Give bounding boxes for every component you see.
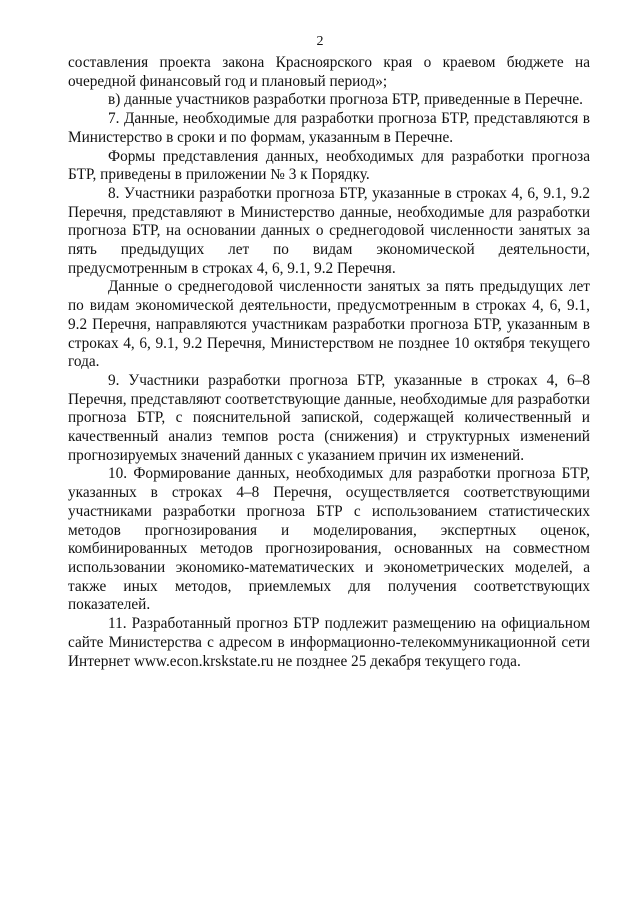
paragraph-7: 7. Данные, необходимые для разработки прогноза БТР, представляются в Министерство в сроки и по формам, указанным в Перечне. bbox=[68, 110, 590, 146]
paragraph-8-data: Данные о среднегодовой численности занятых за пять предыдущих лет по видам экономической деятельности, предусмотренным в строках 4, 6, 9.1, 9.2 Перечня, направляются участникам разработки прогноза БТР, указанным в строках 4, 6, 9.1, 9.2 Перечня, Министерством не позднее 10 октября текущего года. bbox=[68, 278, 590, 371]
paragraph-item-v: в) данные участников разработки прогноза БТР, приведенные в Перечне. bbox=[108, 91, 584, 109]
paragraph-11: 11. Разработанный прогноз БТР подлежит размещению на официальном сайте Министерства с адресом в информационно-телекоммуникационной сети Интернет www.econ.krskstate.ru не позднее 25 декабря текущего года. bbox=[68, 615, 590, 670]
paragraph-9: 9. Участники разработки прогноза БТР, указанные в строках 4, 6–8 Перечня, представляют соответствующие данные, необходимые для разработки прогноза БТР, с пояснительной запиской, содержащей количественный и качественный анализ темпов роста (снижения) и структурных изменений прогнозируемых значений данных с указанием причин их изменений. bbox=[68, 371, 590, 464]
document-body bbox=[68, 54, 590, 671]
paragraph-continuation: составления проекта закона Красноярского края о краевом бюджете на очередной финансовый год и плановый период»; bbox=[68, 54, 590, 90]
paragraph-forms: Формы представления данных, необходимых для разработки прогноза БТР, приведены в приложении № 3 к Порядку. bbox=[68, 147, 590, 184]
page-number: 2 bbox=[316, 34, 324, 49]
paragraph-10: 10. Формирование данных, необходимых для разработки прогноза БТР, указанных в строках 4–8 Перечня, осуществляется соответствующими участниками разработки прогноза БТР с использованием статистических методов прогнозирования и моделирования, экспертных оценок, комбинированных методов прогнозирования, основанных на совместном использовании экономико-математических и эконометрических моделей, а также иных методов, приемлемых для получения соответствующих показателей. bbox=[68, 465, 590, 614]
paragraph-8: 8. Участники разработки прогноза БТР, указанные в строках 4, 6, 9.1, 9.2 Перечня, представляют в Министерство данные, необходимые для разработки прогноза БТР, на основании данных о среднегодовой численности занятых за пять предыдущих лет по видам экономической деятельности, предусмотренным в строках 4, 6, 9.1, 9.2 Перечня. bbox=[68, 184, 590, 277]
